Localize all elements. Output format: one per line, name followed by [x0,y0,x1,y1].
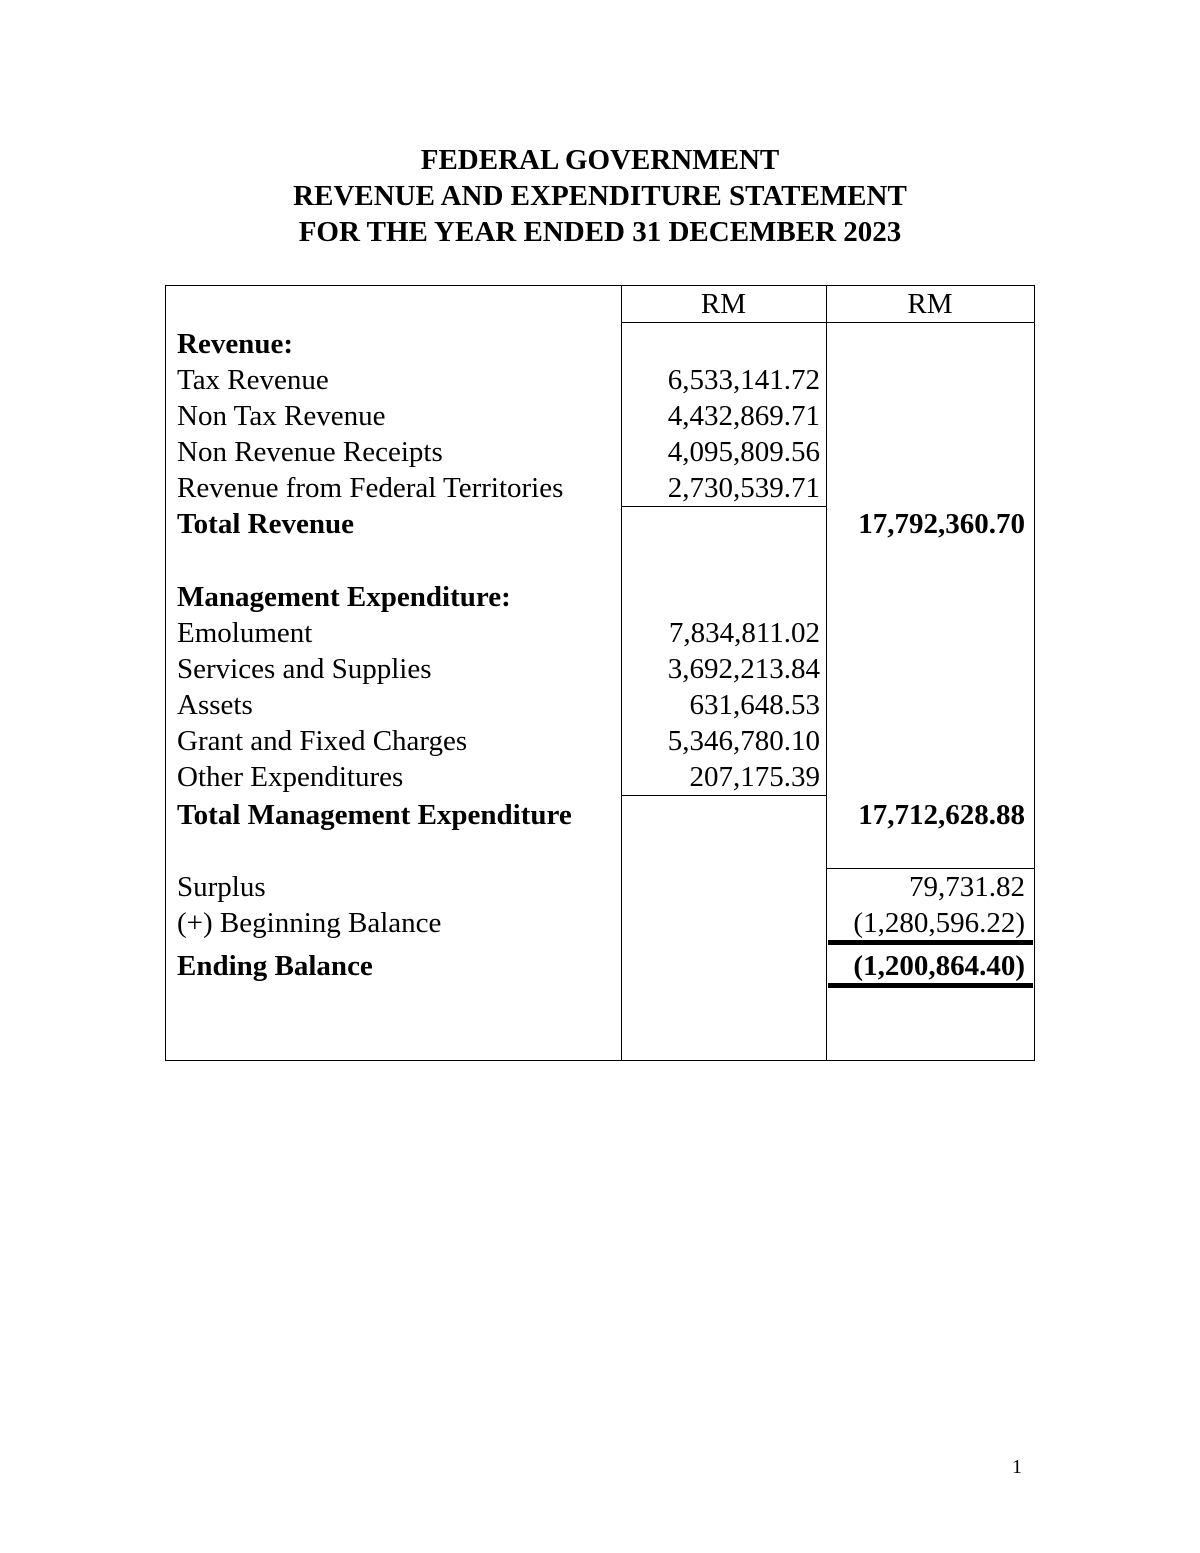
table-row [166,434,1036,470]
beginning-balance-amount: (1,280,596.22) [853,907,1025,939]
row-label: Grant and Fixed Charges [177,725,468,757]
row-amount: 6,533,141.72 [667,364,820,396]
expenditure-subtotal-line [621,795,826,796]
surplus-row [166,869,1036,905]
row-amount: 4,095,809.56 [667,436,820,468]
total-revenue-amount: 17,792,360.70 [858,508,1025,540]
total-revenue-row [166,506,1036,542]
table-row [166,615,1036,651]
column-header-rm-1: RM [700,288,747,320]
ending-balance-amount: (1,200,864.40) [853,950,1025,982]
row-label: Revenue from Federal Territories [177,472,564,504]
ending-balance-bottom-line [828,983,1033,988]
beginning-balance-label: (+) Beginning Balance [177,907,442,939]
total-expenditure-amount: 17,712,628.88 [858,799,1025,831]
revenue-heading-row [166,326,1036,362]
title-line-3: FOR THE YEAR ENDED 31 DECEMBER 2023 [298,216,902,248]
table-row [166,470,1036,506]
table-row [166,759,1036,795]
row-label: Services and Supplies [177,653,432,685]
page-number: 1 [1012,1456,1022,1478]
row-label: Tax Revenue [177,364,329,396]
ending-balance-top-line [828,940,1033,945]
row-label: Emolument [177,617,313,649]
total-expenditure-row [166,797,1036,833]
table-row [166,651,1036,687]
table-row [166,398,1036,434]
row-label: Other Expenditures [177,761,404,793]
table-row [166,362,1036,398]
beginning-balance-row [166,905,1036,941]
expenditure-heading-row [166,579,1036,615]
expenditure-heading: Management Expenditure: [177,581,511,613]
row-label: Non Revenue Receipts [177,436,443,468]
surplus-label: Surplus [177,871,266,903]
title-line-1: FEDERAL GOVERNMENT [420,144,780,176]
surplus-amount: 79,731.82 [909,871,1025,903]
row-label: Non Tax Revenue [177,400,386,432]
ending-balance-row [166,948,1036,984]
ending-balance-label: Ending Balance [177,950,373,982]
revenue-heading: Revenue: [177,328,293,360]
row-amount: 3,692,213.84 [667,653,820,685]
title-line-2: REVENUE AND EXPENDITURE STATEMENT [293,180,907,212]
row-amount: 207,175.39 [689,761,820,793]
row-amount: 7,834,811.02 [668,617,820,649]
table-row [166,723,1036,759]
row-amount: 4,432,869.71 [667,400,820,432]
statement-table [165,285,1035,1061]
row-amount: 2,730,539.71 [667,472,820,504]
row-label: Assets [177,689,253,721]
row-amount: 5,346,780.10 [667,725,820,757]
statement-title [0,142,1200,250]
row-amount: 631,648.53 [689,689,820,721]
total-expenditure-label: Total Management Expenditure [177,799,572,831]
column-header-rm-2: RM [907,288,953,320]
total-revenue-label: Total Revenue [177,508,354,540]
table-row [166,687,1036,723]
